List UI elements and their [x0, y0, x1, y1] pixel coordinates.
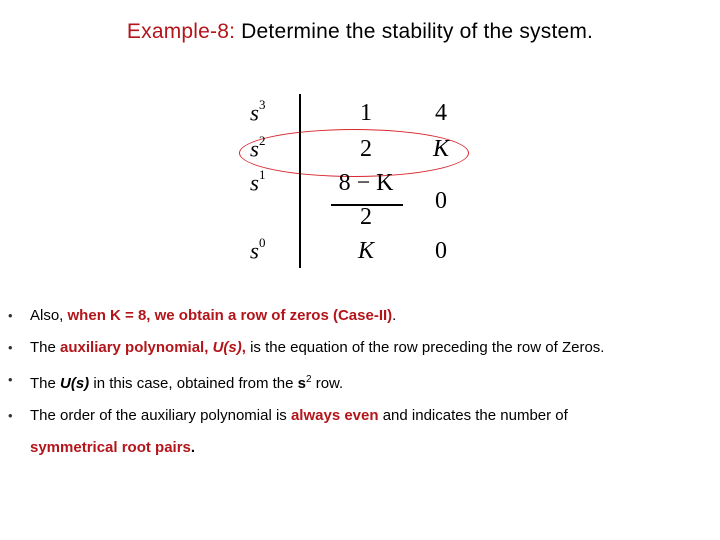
bullet-4-continuation: symmetrical root pairs.	[30, 439, 196, 456]
title-text: Determine the stability of the system.	[235, 20, 594, 43]
title-colon: :	[229, 20, 236, 43]
cell-s2-col2: K	[432, 136, 449, 162]
bullet-3: • The U(s) in this case, obtained from the $s^2$ row.	[8, 364, 708, 400]
cell-s0-col1: K	[357, 238, 374, 264]
cell-s3-col1: 1	[360, 100, 372, 126]
cell-s3-col2: 4	[435, 100, 447, 126]
routh-array	[236, 92, 486, 272]
bullet-list	[8, 300, 708, 464]
example-label: Example-8	[126, 20, 230, 43]
row-label-s0: $s^0$	[250, 235, 266, 264]
slide-title	[0, 20, 720, 44]
cell-s1-denominator: 2	[360, 204, 372, 230]
cell-s1-col2: 0	[435, 188, 447, 214]
bullet-4: • The order of the auxiliary polynomial is always even and indicates the number of	[8, 400, 708, 432]
bullet-2: • The auxiliary polynomial, U(s), is the equation of the row preceding the row of Zeros.	[8, 332, 708, 364]
cell-s1-numerator: 8 − K	[338, 170, 394, 196]
cell-s0-col2: 0	[435, 238, 447, 264]
cell-s2-col1: 2	[360, 136, 372, 162]
row-label-s1: $s^1$	[250, 167, 266, 196]
bullet-1: • Also, when K = 8, we obtain a row of zeros (Case-II).	[8, 300, 708, 332]
row-label-s3: $s^3$	[250, 97, 266, 126]
row-label-s2: $s^2$	[250, 133, 266, 162]
routh-divider-line	[299, 94, 301, 268]
